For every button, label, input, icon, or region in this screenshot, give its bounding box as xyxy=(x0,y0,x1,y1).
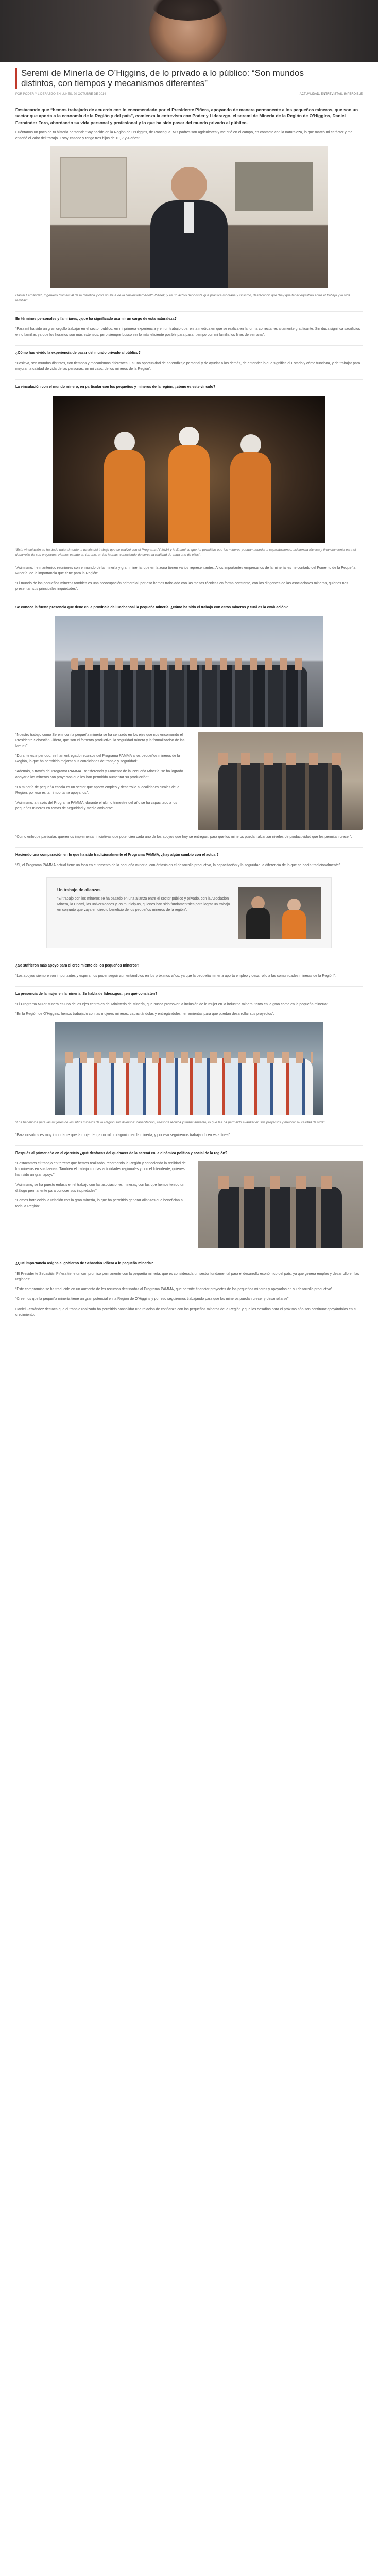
question-8: Después al primer año en el ejercicio ¿qué destacas del quehacer de la seremi en la dinámica política y social de la región? xyxy=(15,1151,228,1156)
answer-4f: “Como enfoque particular, queremos implementar iniciativas que potencien cada uno de los apoyos que hoy se entregan, para que los mineros puedan alcanzar niveles de productividad que les permitan crecer”. xyxy=(15,835,352,839)
answer-7c: “Para nosotros es muy importante que la mujer tenga un rol protagónico en la minería, y por eso seguiremos trabajando en esta línea”. xyxy=(15,1133,231,1138)
alliances-photo xyxy=(238,887,321,939)
photo-caption-1: Daniel Fernández, Ingeniero Comercial de la Católica y con un MBA de la Universidad Adolfo Ibáñez, y es un activo deportista que practica montaña y ciclismo, destacando que “hay que tener equilibrio entre el trabajo y la vida familiar”. xyxy=(15,294,350,303)
answer-7b: “En la Región de O’Higgins, hemos trabajado con las mujeres mineras, capacitándolas y entregándoles herramientas para que puedan desarrollar sus proyectos”. xyxy=(15,1012,274,1016)
author-date[interactable]: POR PODER Y LIDERAZGO EN LUNES, 20 OCTUBRE DE 2014 xyxy=(15,92,106,96)
question-6: ¿Se sufrieron más apoyo para el crecimiento de los pequeños mineros? xyxy=(15,963,140,968)
photo-caption-2: “Esta vinculación se ha dado naturalmente, a través del trabajo que se realizó con el Programa PAMMA y la Enami, lo que ha permitido que los mineros puedan acceder a capacitaciones, asistencia técnica y financiamiento para el desarrollo de sus proyectos. Hemos estado en terreno, en las faenas, conociendo de cerca la realidad de cada uno de ellos”. xyxy=(15,548,356,557)
alliances-text xyxy=(57,887,230,939)
answer-2: “Positiva, son mundos distintos, con tiempos y mecanismos diferentes. Es una oportunidad de aprendizaje personal y de ayudar a los demás, de entender lo que significa el Estado y cómo funciona, y de trabajar para mejorar la calidad de vida de las personas, en mi caso, de los mineros de la Región”. xyxy=(15,361,360,371)
divider xyxy=(15,379,363,380)
answer-8a: “Destacamos el trabajo en terreno que hemos realizado, recorriendo la Región y conociendo la realidad de los mineros en sus faenas. También el trabajo con las autoridades regionales y con el Intendente, quienes han sido un gran apoyo”. xyxy=(15,1162,186,1177)
divider xyxy=(15,345,363,346)
article-title: Seremi de Minería de O’Higgins, de lo privado a lo público: “Son mundos distintos, con tiempos y mecanismos diferentes” xyxy=(15,68,335,89)
question-3: La vinculación con el mundo minero, en particular con los pequeños y mineros de la región, ¿cómo es este vínculo? xyxy=(15,385,216,389)
answer-8c: “Hemos fortalecido la relación con la gran minería, lo que ha permitido generar alianzas que benefician a toda la Región”. xyxy=(15,1199,183,1209)
divider xyxy=(15,847,363,848)
divider xyxy=(15,311,363,312)
title-block xyxy=(0,62,378,89)
categories[interactable]: ACTUALIDAD, ENTREVISTAS, IMPERDIBLE xyxy=(299,92,363,96)
alliances-title: Un trabajo de alianzas xyxy=(57,887,101,892)
answer-9a: “El Presidente Sebastián Piñera tiene un compromiso permanente con la pequeña minería, que es considerada un sector fundamental para el desarrollo económico del país, ya que genera empleo y desarrollo en las regiones”. xyxy=(15,1272,359,1282)
question-1: En términos personales y familiares, ¿qué ha significado asumir un cargo de esta naturaleza? xyxy=(15,317,177,321)
office-photo xyxy=(50,146,328,288)
article-meta xyxy=(15,89,363,100)
answer-9d: Daniel Fernández destaca que el trabajo realizado ha permitido consolidar una relación de confianza con los pequeños mineros de la Región y que los desafíos para el próximo año son continuar apoyándolos en su crecimiento. xyxy=(15,1307,358,1317)
answer-6: “Los apoyos siempre son importantes y esperamos poder seguir aumentándolos en los próximos años, ya que la pequeña minería aporta empleo y desarrollo a las comunidades mineras de la Región”. xyxy=(15,974,336,978)
divider xyxy=(15,1145,363,1146)
question-4: Se conoce la fuerte presencia que tiene en la provincia del Cachapoal la pequeña minería, ¿cómo ha sido el trabajo con estos mineros y cuál es la evaluación? xyxy=(15,605,288,609)
answer-4a: “Nuestro trabajo como Seremi con la pequeña minería se ha centrado en los ejes que nos encomendó el Presidente Sebastián Piñera, que son el fomento productivo, la seguridad minera y la formalización de las faenas”. xyxy=(15,733,185,748)
answer-3c: “El mundo de los pequeños mineros también es una preocupación primordial, por eso hemos trabajado con las mesas técnicas en forma constante, con los dirigentes de las asociaciones mineras, quienes nos presentan sus principales inquietudes”. xyxy=(15,582,348,591)
meeting-photo xyxy=(198,732,363,830)
answer-8b: “Asimismo, se ha puesto énfasis en el trabajo con las asociaciones mineras, con las que hemos tenido un diálogo permanente para conocer sus inquietudes”. xyxy=(15,1183,185,1193)
photo-caption-3: “Los beneficios para las mujeres de los sitios mineros de la Región son diversos: capacitación, asesoría técnica y financiamiento, lo que les ha permitido avanzar en sus proyectos y mejorar su calidad de vida”. xyxy=(15,1120,325,1124)
article-body xyxy=(0,130,378,1318)
question-5: Haciendo una comparación en lo que ha sido tradicionalmente el Programa PAMMA, ¿hay algún cambio con el actual? xyxy=(15,853,219,857)
answer-1: “Para mí ha sido un gran orgullo trabajar en el sector público, en mi primera experiencia y en un trabajo que, en la medida en que se realiza en la forma correcta, es altamente gratificante. Sin duda significa sacrificios en lo familiar, ya que los horarios son más extensos, pero siempre busco ser lo más eficiente posible para pasar tiempo con mi familia los fines de semana”. xyxy=(15,327,360,337)
answer-4d: “La minería de pequeña escala es un sector que aporta empleo y desarrollo a localidades rurales de la Región, por eso es tan importante apoyarlos”. xyxy=(15,785,180,795)
q8-section xyxy=(15,1161,363,1248)
answer-9c: “Creemos que la pequeña minería tiene un gran potencial en la Región de O’Higgins y por eso seguiremos trabajando para que los mineros puedan crecer y desarrollarse”. xyxy=(15,1297,290,1301)
q4-section xyxy=(15,732,363,830)
answer-4c: “Además, a través del Programa PAMMA Transferencia y Fomento de la Pequeña Minería, se ha logrado apoyar a los mineros con proyectos que les han permitido aumentar su producción”. xyxy=(15,770,183,779)
alliances-body: “El trabajo con los mineros se ha basado en una alianza entre el sector público y privado, con la Asociación Minera, la Enami, las universidades y los municipios, quienes han sido fundamentales para lograr un trabajo en conjunto que vaya en directo beneficio de los pequeños mineros de la región”. xyxy=(57,897,230,912)
women-miners-photo xyxy=(55,1022,323,1115)
answer-7a: “El Programa Mujer Minera es uno de los ejes centrales del Ministerio de Minería, que busca promover la inclusión de la mujer en la industria minera, tanto en la gran como en la pequeña minería”. xyxy=(15,1002,329,1006)
q8-text-column xyxy=(15,1161,191,1213)
question-2: ¿Cómo has vivido la experiencia de pasar del mundo privado al público? xyxy=(15,351,141,355)
mine-photo xyxy=(53,396,325,543)
hero-image xyxy=(0,0,378,62)
divider xyxy=(15,986,363,987)
answer-5: “Sí, el Programa PAMMA actual tiene un foco en el fomento de la pequeña minería, con énfasis en el desarrollo productivo, la capacitación y la seguridad, a diferencia de lo que se hacía tradicionalmente”. xyxy=(15,863,341,867)
answer-3b: “Asimismo, he mantenido reuniones con el mundo de la minería y gran minería, que en la zona tienen varios representantes. A los importantes empresarios de la minería les he contado del Fomento de la Pequeña Minería, de la importancia que tiene para la Región”. xyxy=(15,566,356,576)
group-photo xyxy=(55,616,323,727)
question-7: La presencia de la mujer en la minería. Se habla de liderazgos, ¿en qué consisten? xyxy=(15,992,158,996)
answer-4e: “Asimismo, a través del Programa PAMMA, durante el último trimestre del año se ha capacitado a los pequeños mineros en temas de seguridad y medio ambiente”. xyxy=(15,801,177,811)
q4-text-column xyxy=(15,732,191,816)
authorities-photo xyxy=(198,1161,363,1248)
question-9: ¿Qué importancia asigna el gobierno de Sebastián Piñera a la pequeña minería? xyxy=(15,1262,153,1266)
alliances-box xyxy=(46,877,332,948)
article-lead: Destacando que “hemos trabajado de acuerdo con lo encomendado por el Presidente Piñera, apoyando de manera permanente a los pequeños mineros, que son un sector que aporta a la economía de la Región y del país”, comienza la entrevista con Poder y Liderazgo, el seremi de Minería de la Región de O’Higgins, Daniel Fernández Toro, abordando su vida personal y profesional y lo que ha sido pasar del mundo privado al público. xyxy=(15,107,358,125)
answer-4b: “Durante este período, se han entregado recursos del Programa PAMMA a los pequeños mineros de la Región, lo que ha permitido mejorar sus condiciones de trabajo y seguridad”. xyxy=(15,754,180,764)
intro-paragraph: Cuéntanos un poco de tu historia personal: “Soy nacido en la Región de O’Higgins, de Rancagua. Mis padres son agricultores y me crié en el campo, en contacto con la naturaleza, lo que marcó mi carácter y me enseñó el valor del trabajo. Estoy casado y tengo tres hijos de 10, 7 y 4 años”. xyxy=(15,131,353,141)
answer-9b: “Este compromiso se ha traducido en un aumento de los recursos destinados al Programa PAMMA, que permite financiar proyectos de los pequeños mineros y apoyarlos en su desarrollo productivo”. xyxy=(15,1287,333,1292)
